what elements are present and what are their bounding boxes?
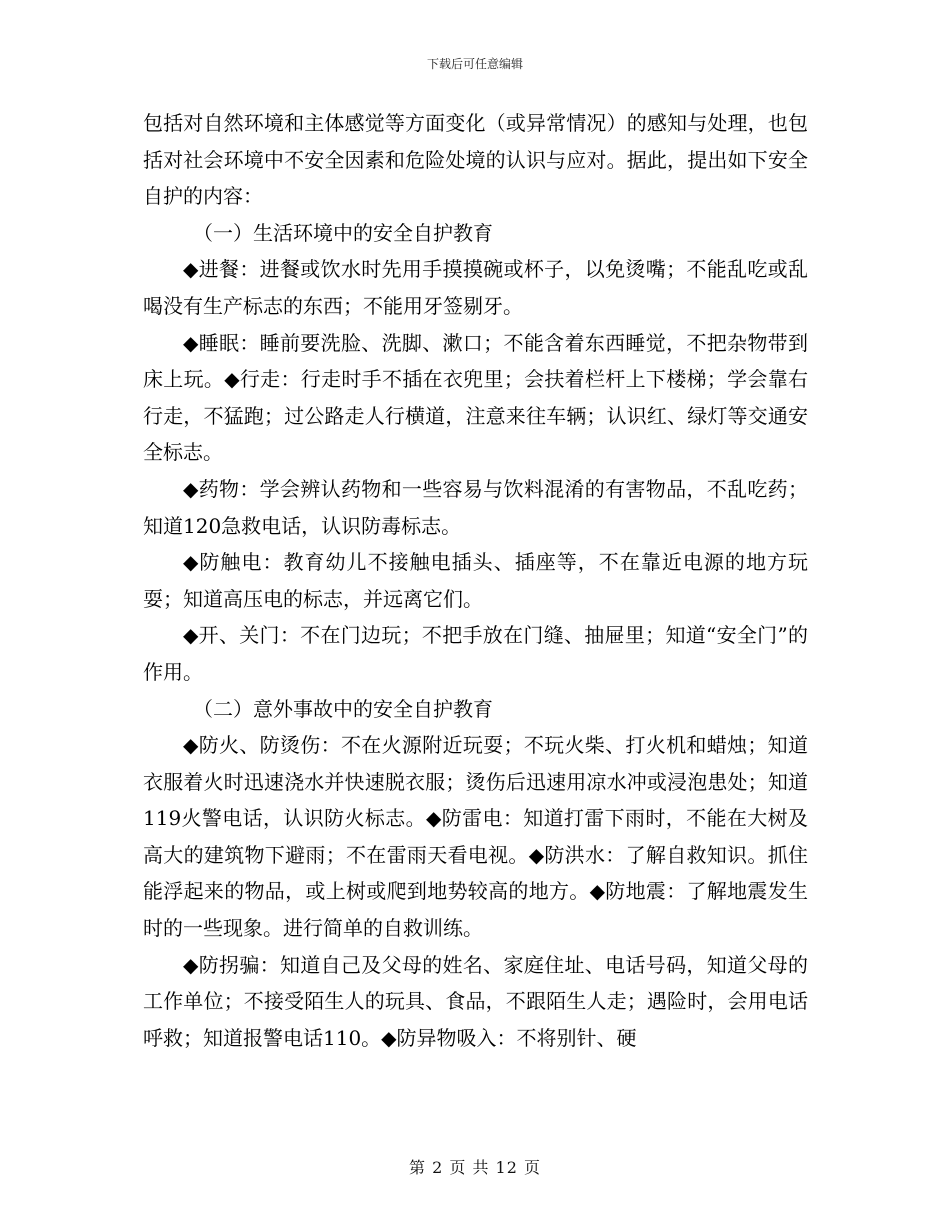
paragraph-sleep-walking: ◆睡眠：睡前要洗脸、洗脚、漱口；不能含着东西睡觉，不把杂物带到床上玩。◆行走：行走时手不插在衣兜里；会扶着栏杆上下楼梯；学会靠右行走，不猛跑；过公路走人行横道，注意来往车辆；认识红、绿灯等交通安全标志。 — [143, 330, 808, 465]
paragraph-medicine: ◆药物：学会辨认药物和一些容易与饮料混淆的有害物品，不乱吃药；知道120急救电话，认识防毒标志。 — [143, 476, 808, 538]
paragraph-fire-disasters: ◆防火、防烫伤：不在火源附近玩耍；不玩火柴、打火机和蜡烛；知道衣服着火时迅速浇水并快速脱衣服；烫伤后迅速用凉水冲或浸泡患处；知道119火警电话，认识防火标志。◆防雷电：知道打雷下雨时，不能在大树及高大的建筑物下避雨；不在雷雨天看电视。◆防洪水：了解自救知识。抓住能浮起来的物品，或上树或爬到地势较高的地方。◆防地震：了解地震发生时的一些现象。进行简单的自救训练。 — [143, 733, 808, 941]
paragraph-abduction: ◆防拐骗：知道自己及父母的姓名、家庭住址、电话号码，知道父母的工作单位；不接受陌生人的玩具、食品，不跟陌生人走；遇险时，会用电话呼救；知道报警电话110。◆防异物吸入：不将别针、硬 — [143, 952, 808, 1050]
paragraph-doors: ◆开、关门：不在门边玩；不把手放在门缝、抽屉里；知道“安全门”的作用。 — [143, 623, 808, 684]
paragraph-intro: 包括对自然环境和主体感觉等方面变化（或异常情况）的感知与处理，也包括对社会环境中不安全因素和危险处境的认识与应对。据此，提出如下安全自护的内容： — [143, 111, 808, 209]
page-footer: 第 2 页 共 12 页 — [409, 1158, 541, 1177]
section-heading-1: （一）生活环境中的安全自护教育 — [193, 220, 493, 245]
section-heading-2: （二）意外事故中的安全自护教育 — [193, 696, 493, 721]
document-body — [143, 105, 808, 1056]
paragraph-dining: ◆进餐：进餐或饮水时先用手摸摸碗或杯子，以免烫嘴；不能乱吃或乱喝没有生产标志的东西；不能用牙签剔牙。 — [143, 257, 808, 318]
paragraph-electric-shock: ◆防触电：教育幼儿不接触电插头、插座等，不在靠近电源的地方玩耍；知道高压电的标志，并远离它们。 — [143, 550, 808, 611]
page-header: 下载后可任意编辑 — [426, 57, 523, 71]
